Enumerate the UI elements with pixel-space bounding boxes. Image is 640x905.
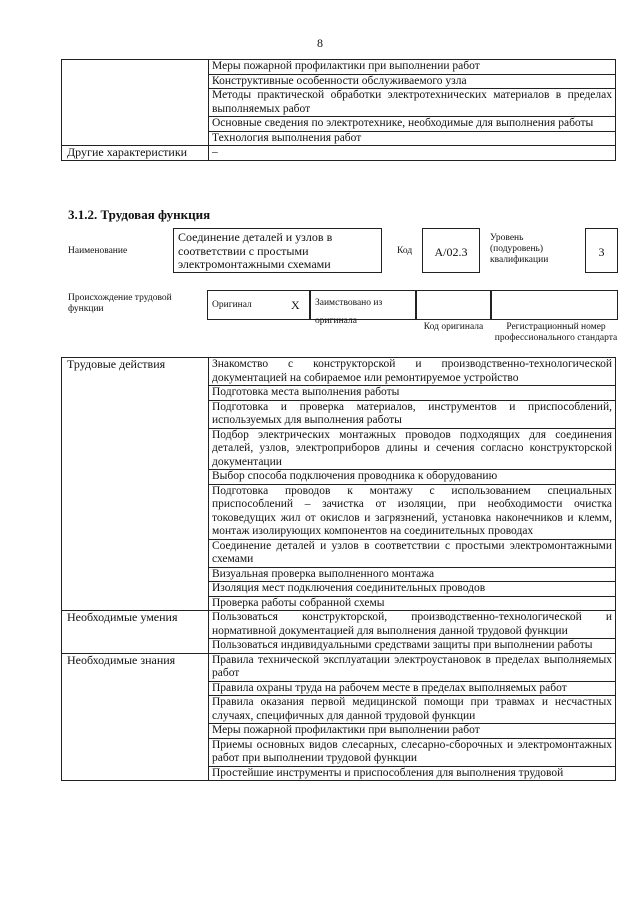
row-category: Трудовые действия	[62, 358, 209, 611]
origin-code-cell	[416, 290, 491, 320]
code-caption: Код оригинала	[423, 322, 484, 332]
row-item: Подготовка проводов к монтажу с использованием специальных приспособлений – зачистка от изоляции, при необходимости очистка токоведущих жил от окислов и загрязнений, установка наконечников и клемм, монтаж изолирующих компонентов на соединительных проводах	[209, 484, 616, 539]
row-category: Необходимые знания	[62, 653, 209, 781]
code-label: Код	[397, 246, 413, 256]
origin-label: Происхождение трудовой функции	[68, 293, 172, 314]
row-category: Другие характеристики	[62, 146, 209, 161]
row-item: Технология выполнения работ	[209, 131, 616, 146]
row-item: Основные сведения по электротехнике, необходимые для выполнения работы	[209, 117, 616, 132]
borrowed-cell	[310, 290, 416, 326]
reg-caption: Регистрационный номер профессионального стандарта	[494, 322, 618, 343]
row-item: Соединение деталей и узлов в соответствии с простыми электромонтажными схемами	[209, 539, 616, 567]
level-label: Уровень (подуровень) квалификации	[490, 233, 549, 265]
name-label: Наименование	[68, 246, 128, 256]
borrowed-label: Заимствовано из оригинала	[315, 298, 383, 326]
row-item: Выбор способа подключения проводника к оборудованию	[209, 470, 616, 485]
row-item: Приемы основных видов слесарных, слесарно-сборочных и электромонтажных работ при выполнении трудовой функции	[209, 738, 616, 766]
level-value: 3	[585, 228, 618, 273]
table-row	[62, 146, 616, 161]
row-item: Методы практической обработки электротехнических материалов в пределах выполняемых работ	[209, 89, 616, 117]
original-mark: Х	[291, 298, 300, 312]
row-item: Пользоваться конструкторской, производственно-технологической и нормативной документацией для выполнения данной трудовой функции	[209, 611, 616, 639]
row-item: Подготовка и проверка материалов, инструментов и приспособлений, используемых для выполнения работы	[209, 400, 616, 428]
table-row	[62, 653, 616, 681]
row-item: Правила охраны труда на рабочем месте в пределах выполняемых работ	[209, 681, 616, 696]
page-number: 8	[317, 36, 323, 50]
table-row	[62, 358, 616, 386]
table-row	[62, 611, 616, 639]
function-code: А/02.3	[422, 228, 480, 273]
origin-reg-cell	[491, 290, 618, 320]
row-item: Знакомство с конструкторской и производственно-технологической документацией на собираемое или ремонтируемое устройство	[209, 358, 616, 386]
row-category: Необходимые умения	[62, 611, 209, 654]
row-category	[62, 60, 209, 146]
function-requirements-table	[61, 357, 616, 781]
row-item: Конструктивные особенности обслуживаемого узла	[209, 74, 616, 89]
row-item: Меры пожарной профилактики при выполнении работ	[209, 60, 616, 75]
top-requirements-table	[61, 59, 616, 161]
row-item: Простейшие инструменты и приспособления для выполнения трудовой	[209, 766, 616, 781]
row-item: Проверка работы собранной схемы	[209, 596, 616, 611]
row-item: Изоляция мест подключения соединительных проводов	[209, 582, 616, 597]
row-item: Визуальная проверка выполненного монтажа	[209, 567, 616, 582]
original-label: Оригинал	[212, 300, 252, 310]
original-cell	[207, 290, 310, 320]
row-item: Меры пожарной профилактики при выполнении работ	[209, 724, 616, 739]
row-item: Правила технической эксплуатации электроустановок в пределах выполняемых работ	[209, 653, 616, 681]
row-item: Подготовка места выполнения работы	[209, 386, 616, 401]
function-name: Соединение деталей и узлов в соответствии с простыми электромонтажными схемами	[173, 228, 382, 273]
row-item: –	[209, 146, 616, 161]
section-title: 3.1.2. Трудовая функция	[68, 207, 211, 222]
row-item: Подбор электрических монтажных проводов подходящих для соединения деталей, узлов, электроприборов длины и сечения согласно конструкторской документации	[209, 428, 616, 470]
table-row	[62, 60, 616, 75]
row-item: Правила оказания первой медицинской помощи при травмах и несчастных случаях, специфичных для данной трудовой функции	[209, 696, 616, 724]
row-item: Пользоваться индивидуальными средствами защиты при выполнении работы	[209, 639, 616, 654]
